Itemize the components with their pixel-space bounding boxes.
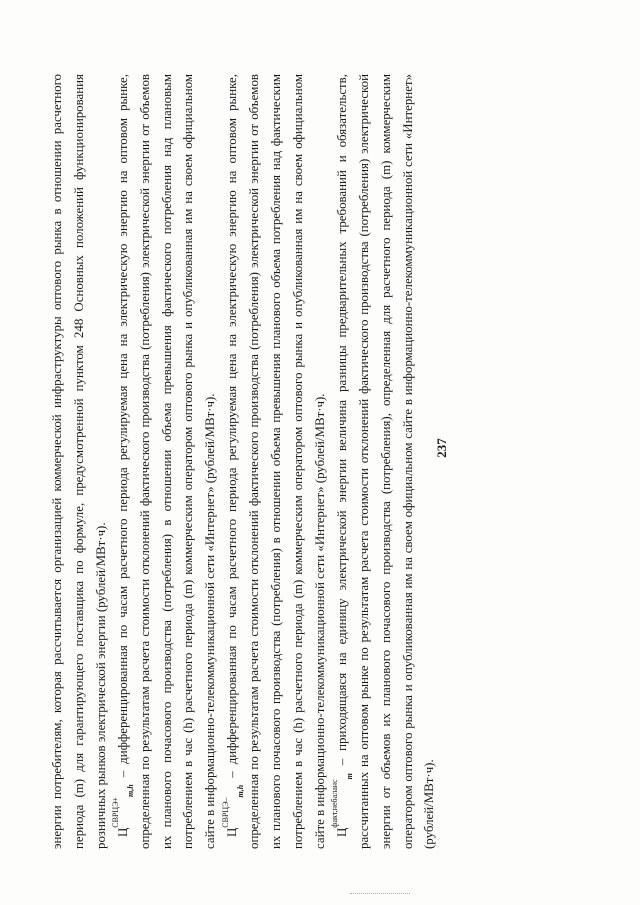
paragraph-2	[113, 74, 223, 849]
paragraph-4	[332, 74, 442, 849]
paragraph-3-text: – дифференцированная по часам расчетного периода регулируемая цена на электрическую энергию на оптовом рынке, определенная по результатам расчета стоимости отклонений фактического производства (потребления) электрической энергии от объемов их планового почасового производства (потребления) в отношении объема превышения планового объема потребления над фактическим потреблением в час (h) расчетного периода (m) коммерческим оператором оптового рынка и опубликованная им на своем официальном сайте в информационно-телекоммуникационной сети «Интернет» (рублей/МВт·ч).	[225, 74, 327, 849]
formula-symbol: $Ц^{факт,небаланс}_m$	[330, 773, 355, 837]
paragraph-3	[222, 74, 332, 849]
formula-symbol: $Ц^{СВРЦЭ-}_{m,h}$	[220, 784, 245, 837]
paragraph-1: энергии потребителям, которая рассчитывается организацией коммерческой инфраструктуры оптового рынка в отношении расчетного периода (m) для гарантирующего поставщика по формуле, предусмотренной пунктом 248 Основных положений функционирования розничных рынков электрической энергии (рублей/МВт·ч).	[50, 74, 108, 849]
scan-artifact	[350, 893, 410, 896]
paragraph-4-text: – приходящаяся на единицу электрической энергии величина разницы предварительных требований и обязательств, рассчитанных на оптовом рынке по результатам расчета стоимости отклонений фактического производства (потребления) электрической энергии от объемов их планового почасового производства (потребления), определенная для расчетного периода (m) коммерческим оператором оптового рынка и опубликованная им на своем официальном сайте в информационно-телекоммуникационной сети «Интернет» (рублей/МВт·ч).	[334, 74, 437, 849]
formula-symbol: $Ц^{СВРЦЭ+}_{m,h}$	[111, 784, 136, 837]
page-number: 237	[433, 438, 449, 458]
paragraph-2-text: – дифференцированная по часам расчетного периода регулируемая цена на электрическую энергию на оптовом рынке, определенная по результатам расчета стоимости отклонений фактического производства (потребления) электрической энергии от объемов их планового почасового производства (потребления) в отношении объема превышения фактического потребления над плановым потреблением в час (h) расчетного периода (m) коммерческим оператором оптового рынка и опубликованная им на своем официальном сайте в информационно-телекоммуникационной сети «Интернет» (рублей/МВт·ч).	[115, 74, 218, 849]
rotated-text-block	[47, 74, 437, 849]
